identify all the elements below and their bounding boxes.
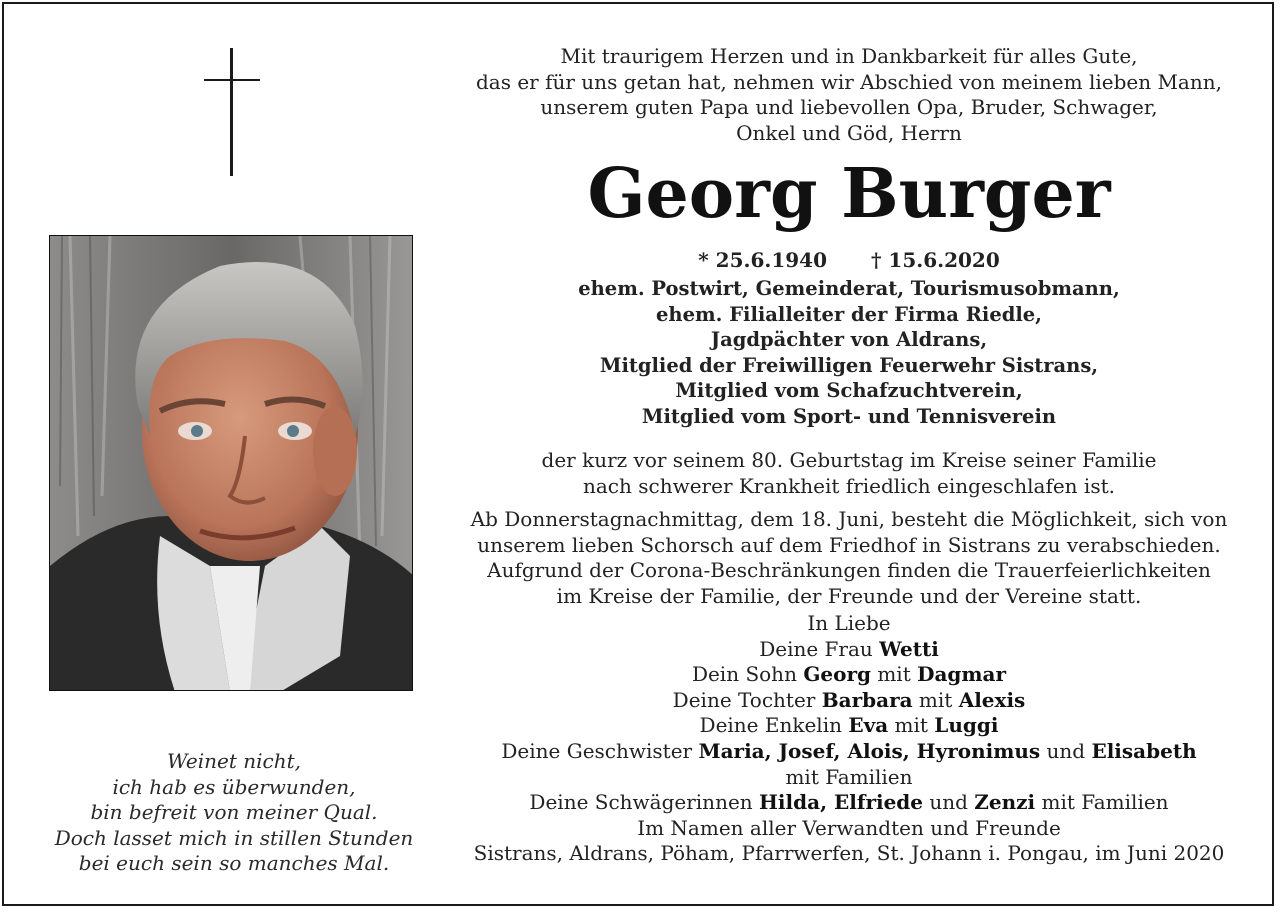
title-line: Jagdpächter von Aldrans,: [710, 328, 988, 352]
portrait-photo: [49, 235, 413, 691]
mourner-siblings: [434, 739, 1264, 765]
mourner-prefix: Dein Sohn: [691, 662, 804, 687]
title-line: Mitglied vom Schafzuchtverein,: [675, 379, 1023, 403]
deceased-name: Georg Burger: [587, 154, 1111, 234]
cross-icon: [204, 48, 260, 178]
title-line: ehem. Filialleiter der Firma Riedle,: [656, 302, 1042, 326]
intro-line: unserem guten Papa und liebevollen Opa, Bruder, Schwager,: [540, 95, 1158, 119]
mourner-partner: Luggi: [934, 713, 999, 738]
mourner-und: und: [1040, 738, 1092, 763]
mourner-partner: Elisabeth: [1091, 738, 1197, 763]
intro-line: Mit traurigem Herzen und in Dankbarkeit für alles Gute,: [560, 44, 1138, 68]
relatives-line: Im Namen aller Verwandten und Freunde: [637, 815, 1061, 840]
mourner-name: Eva: [848, 713, 889, 738]
title-line: Mitglied vom Sport- und Tennisverein: [641, 404, 1057, 428]
passing-line: der kurz vor seinem 80. Geburtstag im Kreise seiner Familie: [541, 448, 1157, 472]
siblings-suffix: mit Familien: [785, 764, 913, 789]
mourner-prefix: Deine Enkelin: [699, 713, 849, 738]
mourner-name: Wetti: [879, 636, 939, 661]
mourner-grandchild: [434, 713, 1264, 739]
farewell-line: unserem lieben Schorsch auf dem Friedhof in Sistrans zu verabschieden.: [477, 532, 1221, 557]
poem-line: bei euch sein so manches Mal.: [78, 851, 390, 875]
farewell-line: Aufgrund der Corona-Beschränkungen finden die Trauerfeierlichkeiten: [487, 558, 1211, 583]
intro-line: das er für uns getan hat, nehmen wir Abschied von meinem lieben Mann,: [476, 69, 1222, 94]
mourner-und: und: [923, 790, 975, 815]
passing-line: nach schwerer Krankheit friedlich eingeschlafen ist.: [583, 474, 1115, 498]
title-line: ehem. Postwirt, Gemeinderat, Tourismusobmann,: [578, 277, 1120, 300]
mourner-name: Hilda, Elfriede: [759, 790, 924, 815]
places-date-line: Sistrans, Aldrans, Pöham, Pfarrwerfen, St. Johann i. Pongau, im Juni 2020: [473, 841, 1225, 866]
poem-line: Doch lasset mich in stillen Stunden: [54, 825, 414, 850]
farewell-line: Ab Donnerstagnachmittag, dem 18. Juni, besteht die Möglichkeit, sich von: [470, 507, 1228, 531]
mourner-prefix: Deine Frau: [759, 636, 880, 661]
mourner-suffix: mit Familien: [1035, 790, 1169, 815]
obituary-card: [2, 2, 1274, 906]
poem: [34, 749, 434, 877]
poem-line: bin befreit von meiner Qual.: [90, 800, 378, 824]
mourner-son: [434, 662, 1264, 688]
mourner-mit: mit: [870, 662, 918, 687]
mourner-name: Georg: [803, 662, 871, 687]
titles-list: [434, 276, 1264, 430]
mourner-prefix: Deine Schwägerinnen: [529, 790, 760, 815]
intro-paragraph: [434, 44, 1264, 146]
mourner-prefix: Deine Tochter: [672, 687, 822, 712]
mourner-prefix: Deine Geschwister: [501, 738, 699, 763]
farewell-paragraph: [434, 507, 1264, 609]
in-liebe: In Liebe: [807, 611, 891, 635]
death-date: † 15.6.2020: [871, 248, 1000, 272]
passing-paragraph: [434, 447, 1264, 499]
mourner-sisters-in-law: [434, 790, 1264, 816]
life-dates: [434, 247, 1264, 273]
mourner-wife: [434, 637, 1264, 663]
poem-line: Weinet nicht,: [166, 749, 302, 773]
title-line: Mitglied der Freiwilligen Feuerwehr Sistrans,: [599, 353, 1099, 377]
mourner-partner: Dagmar: [917, 662, 1007, 687]
intro-line: Onkel und Göd, Herrn: [736, 120, 962, 145]
birth-date: * 25.6.1940: [698, 248, 827, 272]
farewell-line: im Kreise der Familie, der Freunde und der Vereine statt.: [556, 583, 1142, 608]
mourner-daughter: [434, 688, 1264, 714]
mourners-list: [434, 611, 1264, 867]
mourner-partner: Zenzi: [974, 790, 1036, 815]
mourner-name: Maria, Josef, Alois, Hyronimus: [698, 738, 1041, 763]
mourner-mit: mit: [912, 687, 959, 712]
mourner-mit: mit: [888, 713, 935, 738]
poem-line: ich hab es überwunden,: [112, 774, 356, 799]
mourner-name: Barbara: [821, 687, 913, 712]
mourner-partner: Alexis: [958, 687, 1026, 712]
